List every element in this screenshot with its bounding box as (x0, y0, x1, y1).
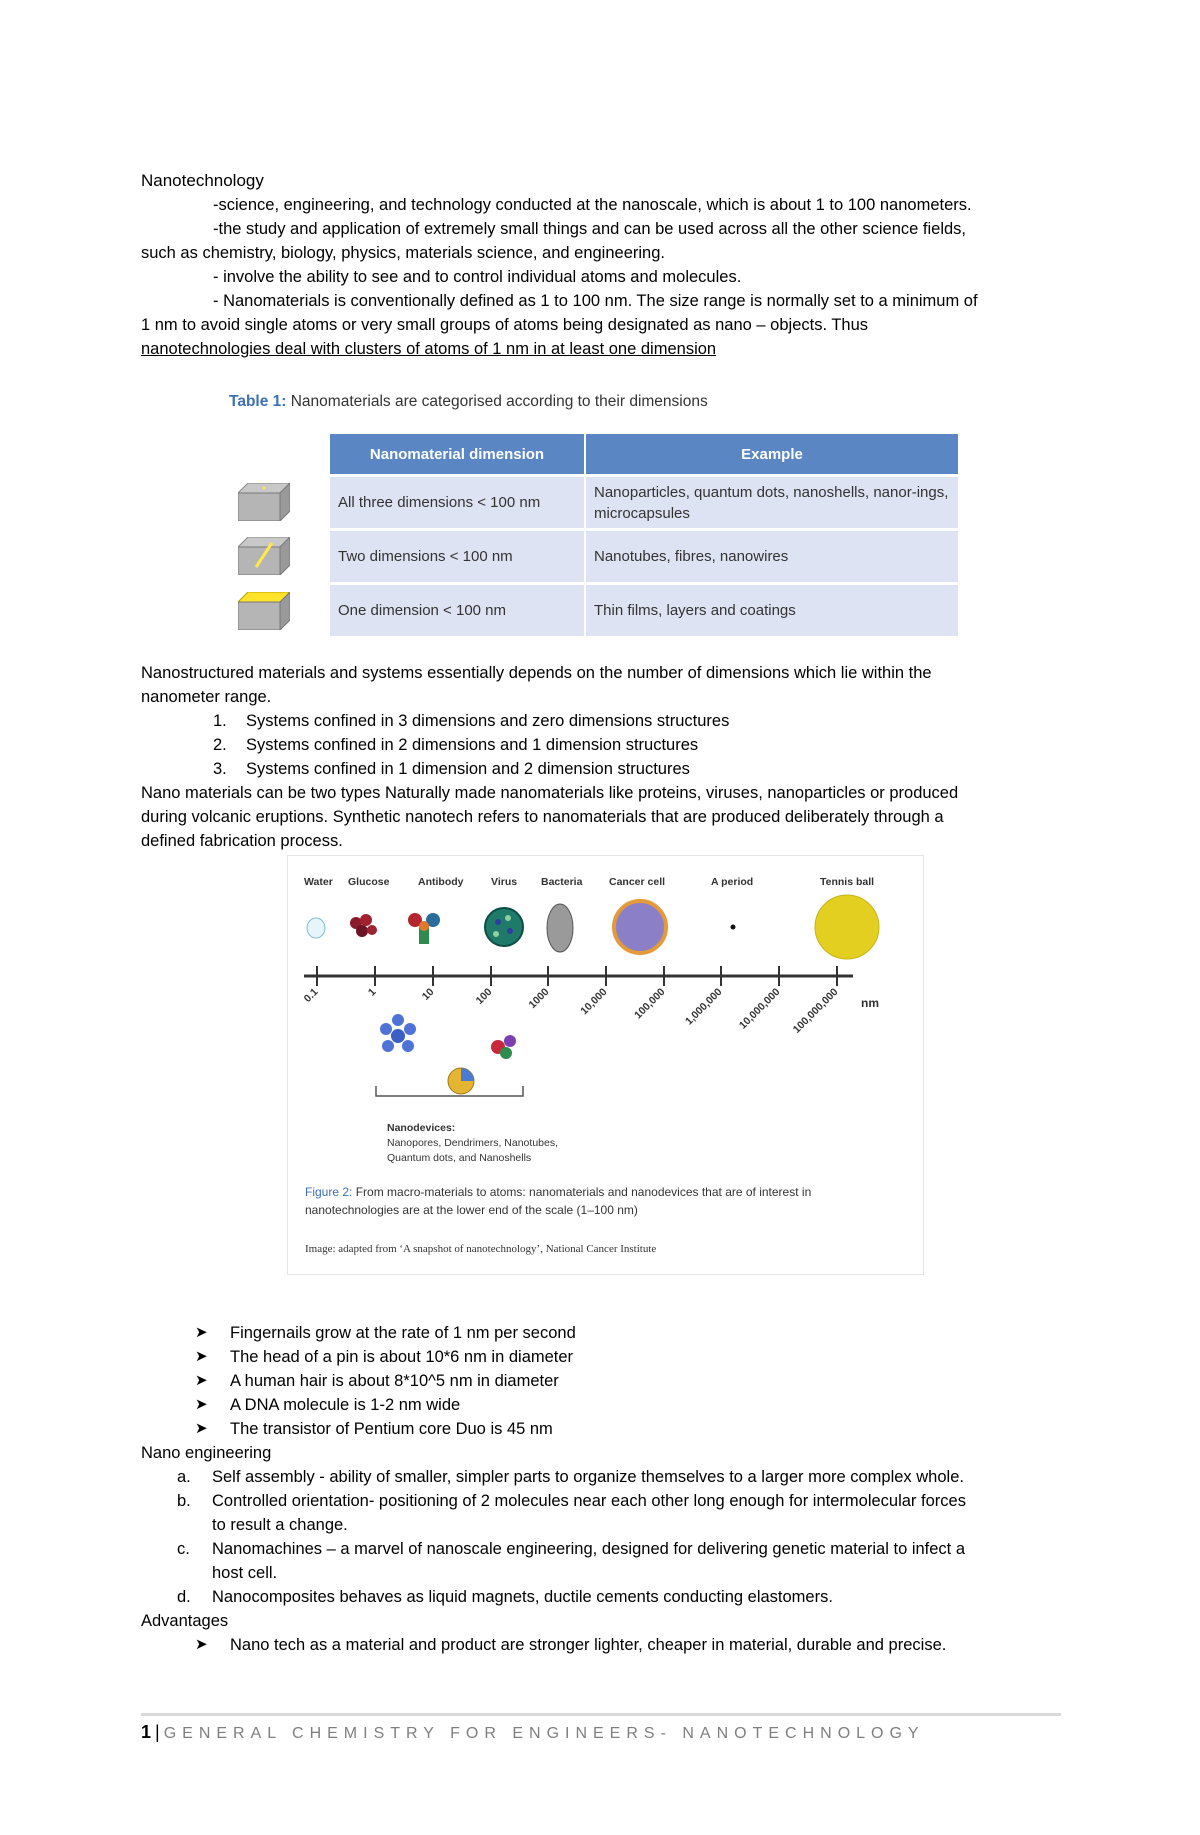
tick-label: 100,000 (632, 986, 668, 1022)
fact-item: A DNA molecule is 1-2 nm wide (230, 1396, 461, 1414)
footer-separator: | (155, 1722, 160, 1742)
table-row (330, 530, 959, 584)
paragraph-line: during volcanic eruptions. Synthetic nanotech refers to nanomaterials that are produced deliberately through a (141, 808, 944, 826)
page-number: 1 (141, 1722, 152, 1742)
list-item: Systems confined in 2 dimensions and 1 dimension structures (246, 736, 699, 754)
paragraph-line: Nanostructured materials and systems essentially depends on the number of dimensions which lie within the (141, 664, 932, 682)
tick-label: 10,000,000 (736, 986, 783, 1032)
tennis-ball-icon (815, 895, 879, 959)
table-cell: Nanoparticles, quantum dots, nanoshells, nanor-ings, microcapsules (585, 476, 959, 530)
scale-label: A period (711, 876, 754, 888)
table-cell: Two dimensions < 100 nm (330, 530, 585, 584)
nanoshell-icon (448, 1068, 474, 1094)
tick-label: 100,000,000 (790, 986, 841, 1036)
table-caption-text: Nanomaterials are categorised according to their dimensions (286, 393, 708, 410)
figure-source: Image: adapted from ‘A snapshot of nanotechnology’, National Cancer Institute (305, 1243, 657, 1255)
antibody-icon (408, 913, 440, 944)
footer-divider (141, 1713, 1061, 1716)
arrow-bullet-icon: ➤ (195, 1348, 208, 1365)
table-cell: Thin films, layers and coatings (585, 584, 959, 637)
section-title-nanotechnology: Nanotechnology (141, 171, 264, 190)
cube-film-icon (238, 592, 290, 630)
scale-label: Bacteria (541, 876, 583, 888)
arrow-bullet-icon: ➤ (195, 1636, 208, 1653)
section-title-engineering: Nano engineering (141, 1444, 272, 1462)
tick-label: 1000 (526, 986, 552, 1012)
paragraph-line: Nano materials can be two types Naturally made nanomaterials like proteins, viruses, nanoparticles or produced (141, 784, 959, 802)
table-cell: Nanotubes, fibres, nanowires (585, 530, 959, 584)
cancer-cell-icon (614, 901, 666, 953)
section-title-advantages: Advantages (141, 1612, 229, 1630)
water-icon (307, 918, 325, 938)
table-row (330, 584, 959, 637)
list-letter: d. (177, 1588, 191, 1606)
tick-label: 1 (365, 986, 379, 999)
engineering-item: Controlled orientation- positioning of 2 molecules near each other long enough for intermolecular forces (212, 1492, 966, 1510)
fact-item: Fingernails grow at the rate of 1 nm per second (230, 1324, 576, 1342)
nanodevices-legend (387, 1121, 558, 1166)
column-header: Nanomaterial dimension (330, 434, 585, 476)
nanodevices-line: Nanopores, Dendrimers, Nanotubes, (387, 1137, 559, 1149)
list-number: 1. (213, 712, 227, 730)
scale-unit: nm (861, 996, 879, 1010)
table-header-row (330, 434, 959, 476)
arrow-bullet-icon: ➤ (195, 1372, 208, 1389)
engineering-item: to result a change. (212, 1516, 348, 1534)
tick-label: 100 (473, 986, 495, 1007)
intro-line: - Nanomaterials is conventionally defined as 1 to 100 nm. The size range is normally set to a minimum of (213, 292, 978, 310)
paragraph-line: defined fabrication process. (141, 832, 343, 850)
virus-icon (485, 908, 523, 946)
figure-caption (305, 1183, 905, 1219)
engineering-item: Nanocomposites behaves as liquid magnets, ductile cements conducting elastomers. (212, 1588, 833, 1606)
footer-title: GENERAL CHEMISTRY FOR ENGINEERS- NANOTECHNOLOGY (163, 1725, 925, 1742)
glucose-icon (350, 914, 377, 937)
scale-label: Virus (491, 876, 518, 888)
fact-item: The transistor of Pentium core Duo is 45 nm (230, 1420, 553, 1438)
list-letter: a. (177, 1468, 191, 1486)
table-row (330, 476, 959, 530)
scale-label: Glucose (348, 876, 390, 888)
list-item: Systems confined in 1 dimension and 2 dimension structures (246, 760, 690, 778)
intro-line: - involve the ability to see and to control individual atoms and molecules. (213, 268, 742, 286)
cube-rod-icon (238, 537, 290, 575)
engineering-item: Self assembly - ability of smaller, simpler parts to organize themselves to a larger more complex whole. (212, 1468, 964, 1486)
list-letter: c. (177, 1540, 190, 1558)
column-header: Example (585, 434, 959, 476)
table-cell: One dimension < 100 nm (330, 584, 585, 637)
figure-scale (287, 855, 924, 1275)
tick-label: 0.1 (301, 986, 321, 1005)
tick-label: 10,000 (578, 986, 610, 1018)
list-letter: b. (177, 1492, 191, 1510)
arrow-bullet-icon: ➤ (195, 1420, 208, 1437)
fact-item: The head of a pin is about 10*6 nm in diameter (230, 1348, 574, 1366)
intro-line: such as chemistry, biology, physics, materials science, and engineering. (141, 244, 665, 262)
figure-caption-label: Figure 2: (305, 1185, 353, 1199)
quantum-dots-icon (491, 1035, 516, 1059)
list-item: Systems confined in 3 dimensions and zero dimensions structures (246, 712, 730, 730)
period-icon (731, 925, 736, 930)
nanodevices-title: Nanodevices: (387, 1122, 456, 1134)
advantage-item: Nano tech as a material and product are stronger lighter, cheaper in material, durable and precise. (230, 1636, 947, 1654)
intro-line: -the study and application of extremely small things and can be used across all the other science fields, (213, 220, 966, 238)
nanodevices-line: Quantum dots, and Nanoshells (387, 1152, 532, 1164)
scale-label: Water (304, 876, 333, 888)
arrow-bullet-icon: ➤ (195, 1324, 208, 1341)
figure-caption-text: From macro-materials to atoms: nanomaterials and nanodevices that are of interest in nanotechnologies are at the lower end of the scale (1–100 nm) (305, 1185, 812, 1217)
intro-line: -science, engineering, and technology conducted at the nanoscale, which is about 1 to 100 nanometers. (213, 196, 972, 214)
engineering-item: host cell. (212, 1564, 278, 1582)
scale-label: Tennis ball (820, 876, 875, 888)
engineering-item: Nanomachines – a marvel of nanoscale engineering, designed for delivering genetic material to infect a (212, 1540, 966, 1558)
bacteria-icon (547, 904, 573, 952)
fact-item: A human hair is about 8*10^5 nm in diameter (230, 1372, 559, 1390)
tick-label: 1,000,000 (682, 986, 725, 1028)
list-number: 2. (213, 736, 227, 754)
nanomaterials-table (330, 434, 960, 636)
list-number: 3. (213, 760, 227, 778)
cube-3d-icon (238, 483, 290, 521)
arrow-bullet-icon: ➤ (195, 1396, 208, 1413)
scale-label: Cancer cell (609, 876, 666, 888)
table-caption-label: Table 1: (229, 393, 287, 410)
table-caption (229, 393, 708, 411)
table-cell: All three dimensions < 100 nm (330, 476, 585, 530)
intro-underlined-line: nanotechnologies deal with clusters of atoms of 1 nm in at least one dimension (141, 340, 717, 358)
intro-line: 1 nm to avoid single atoms or very small groups of atoms being designated as nano – objects. Thus (141, 316, 869, 334)
page-footer (141, 1722, 925, 1743)
tick-label: 10 (419, 986, 437, 1003)
paragraph-line: nanometer range. (141, 688, 272, 706)
scale-label: Antibody (418, 876, 464, 888)
